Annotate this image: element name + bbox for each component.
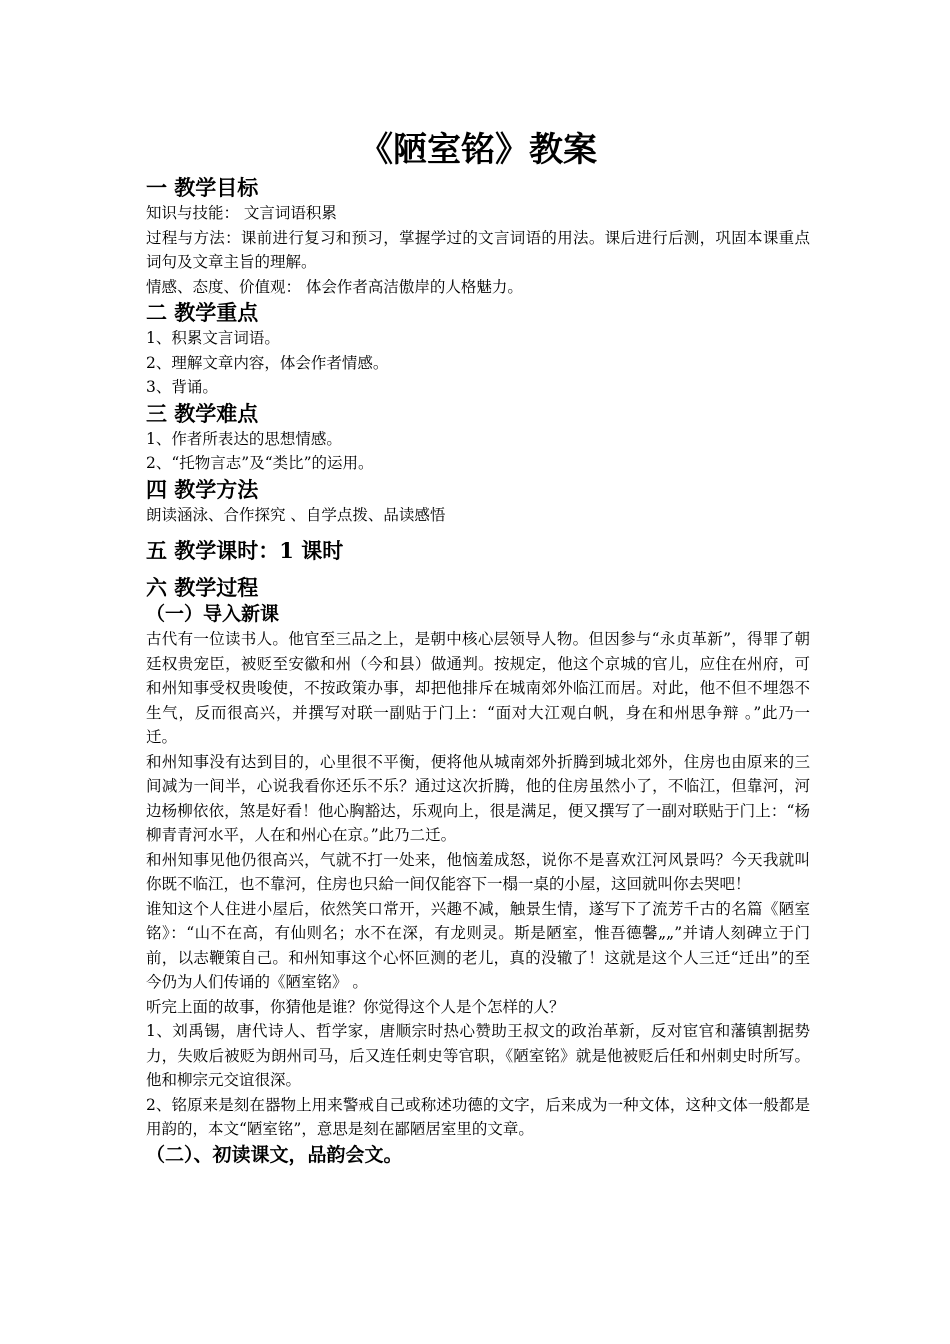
genre-note: 2、铭原来是刻在器物上用来警戒自己或称述功德的文字，后来成为一种文体，这种文体一般都是用韵的，本文“陋室铭”，意思是刻在鄙陋居室里的文章。	[146, 1095, 810, 1138]
document-body	[146, 128, 810, 1168]
story-paragraph-3: 和州知事见他仍很高兴，气就不打一处来，他恼羞成怒，说你不是喜欢江河风景吗？今天我就叫你既不临江，也不靠河，住房也只給一间仅能容下一榻一桌的小屋，这回就叫你去哭吧！	[146, 850, 810, 893]
difficulty-2: 2、“托物言志”及“类比”的运用。	[146, 454, 374, 472]
document-title: 《陋室铭》教案	[359, 130, 597, 170]
key-point-2: 2、理解文章内容，体会作者情感。	[146, 353, 389, 372]
heading-key-points: 二 教学重点	[146, 300, 259, 325]
question-paragraph: 听完上面的故事，你猜他是谁？你觉得这个人是个怎样的人？	[146, 997, 565, 1016]
author-note: 1、刘禹锡，唐代诗人、哲学家，唐顺宗时热心赞助王叔文的政治革新，反对宦官和藩镇割据势力，失败后被贬为朗州司马，后又连任刺史等官职，《陋室铭》就是他被贬后任和州刺史时所写。他和柳宗元交谊很深。	[146, 1022, 810, 1089]
heading-teaching-goals: 一 教学目标	[146, 175, 259, 200]
difficulty-1: 1、作者所表达的思想情感。	[146, 429, 342, 448]
heading-methods: 四 教学方法	[146, 476, 259, 502]
key-point-3: 3、背诵。	[146, 378, 218, 396]
heading-difficulties: 三 教学难点	[146, 400, 259, 426]
subheading-introduction: （一）导入新课	[146, 603, 280, 625]
goal-emotion: 情感、态度、价值观： 体会作者高洁傲岸的人格魅力。	[146, 277, 523, 296]
heading-teaching-process: 六 教学过程	[146, 575, 259, 600]
story-paragraph-1: 古代有一位读书人。他官至三品之上，是朝中核心层领导人物。但因参与“永贞革新”，得罪了朝廷权贵宠臣，被贬至安徽和州（今和县）做通判。按规定，他这个京城的官儿，应住在州府，可和州知事受权贵唆使，不按政策办事，却把他排斥在城南郊外临江而居。对此，他不但不埋怨不生气，反而很高兴，并撰写对联一副贴于门上：“面对大江观白帆，身在和州思争辩 。”此乃一迁。	[146, 630, 810, 746]
goal-knowledge: 知识与技能： 文言词语积累	[146, 204, 337, 222]
subheading-first-reading: （二）、初读课文，品韵会文。	[146, 1143, 403, 1166]
story-paragraph-4: 谁知这个人住进小屋后，依然笑口常开，兴趣不减，触景生情，遂写下了流芳千古的名篇《陋室铭》：“山不在高，有仙则名；水不在深，有龙则灵。斯是陋室，惟吾德馨„„”并请人刻碑立于门前，以志鞭策自己。和州知事这个心怀叵测的老儿，真的没辙了！这就是这个人三迁“迁出”的至今仍为人们传诵的《陋室铭》 。	[146, 899, 810, 991]
story-paragraph-2: 和州知事没有达到目的，心里很不平衡，便将他从城南郊外折腾到城北郊外，住房也由原来的三间减为一间半，心说我看你还乐不乐？通过这次折腾，他的住房虽然小了，不临江，但靠河，河边杨柳依依，煞是好看！他心胸豁达，乐观向上，很是满足，便又撰写了一副对联贴于门上：“杨柳青青河水平，人在和州心在京。”此乃二迁。	[146, 752, 810, 844]
heading-class-hours: 五 教学课时：1 课时	[146, 538, 344, 563]
methods-text: 朗读涵泳、合作探究 、自学点拨、品读感悟	[146, 505, 446, 524]
key-point-1: 1、积累文言词语。	[146, 329, 280, 347]
goal-process: 过程与方法：课前进行复习和预习，掌握学过的文言词语的用法。课后进行后测，巩固本课重点词句及文章主旨的理解。	[146, 228, 810, 271]
